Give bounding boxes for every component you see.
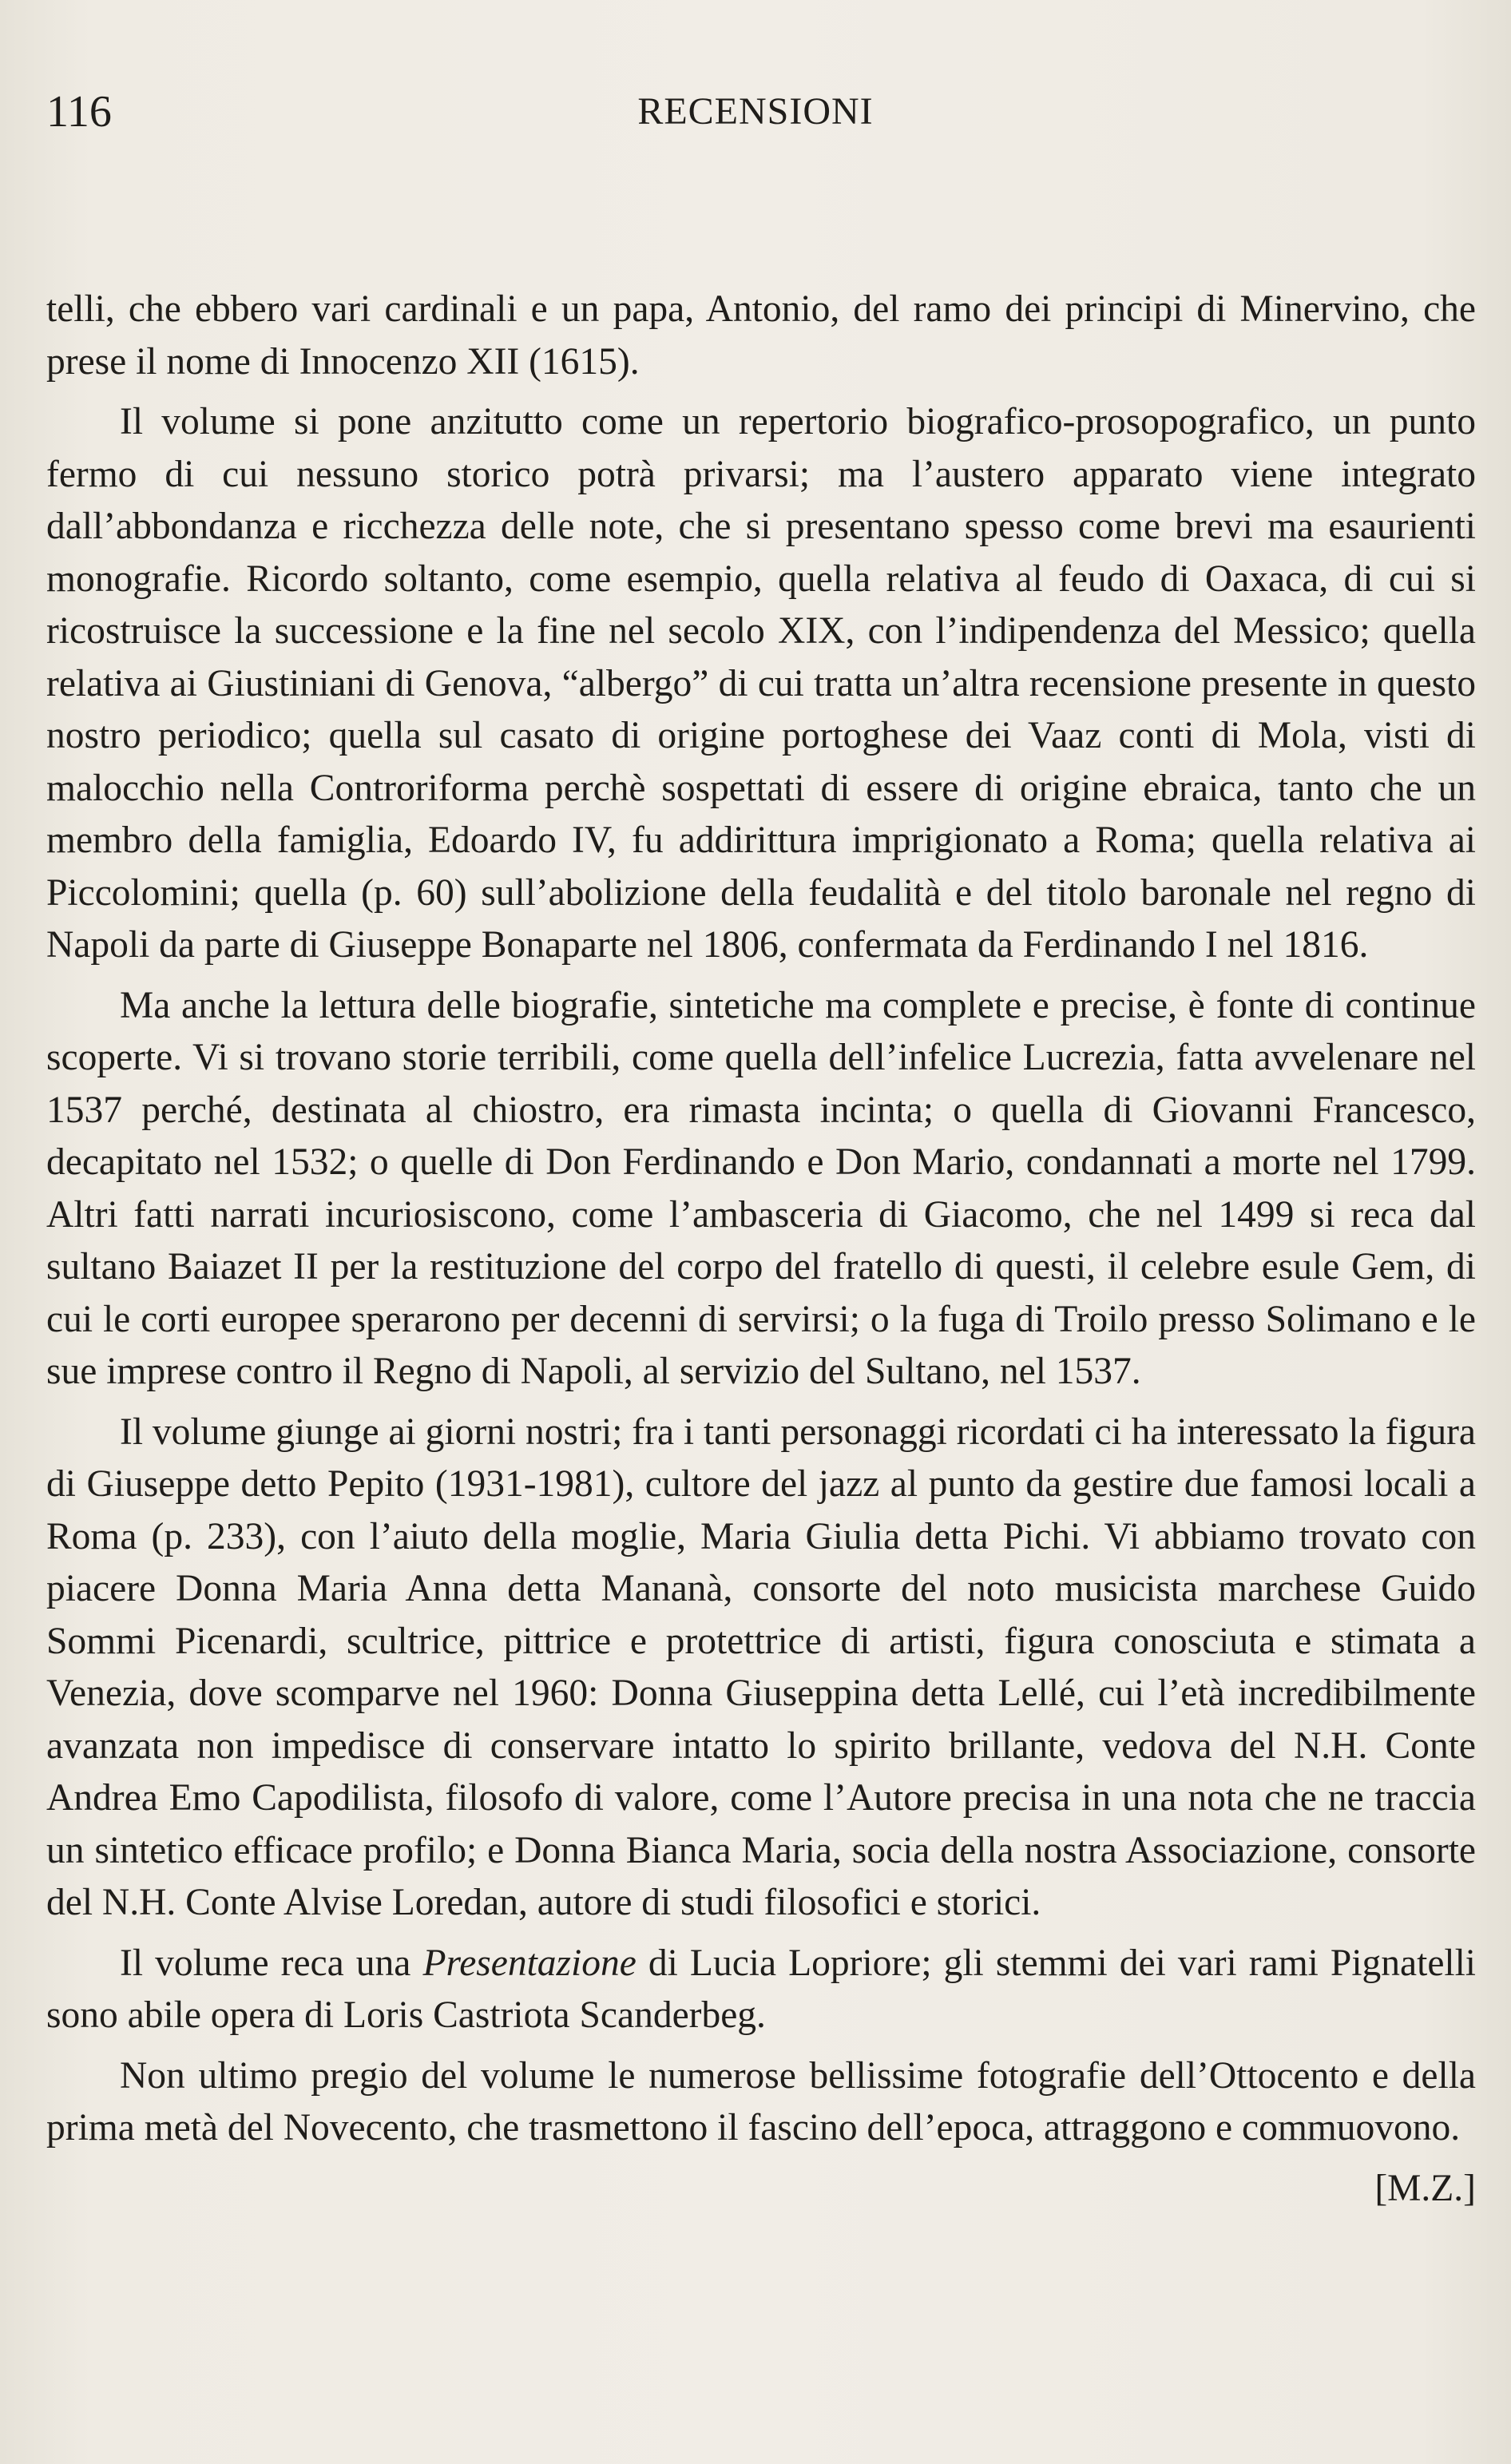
paragraph-presentazione bbox=[46, 1938, 1476, 2042]
page-header bbox=[0, 84, 1511, 140]
paragraph-continuation: telli, che ebbero vari cardinali e un papa, Antonio, del ramo dei principi di Minervino, che prese il nome di Innocenzo XII (1615). bbox=[46, 288, 1476, 383]
paragraph-giorni-nostri: Il volume giunge ai giorni nostri; fra i tanti personaggi ricordati ci ha interessato la figura di Giuseppe detto Pepito (1931-1981), cultore del jazz al punto da gestire due famosi locali a Roma (p. 233), con l’aiuto della moglie, Maria Giulia detta Pichi. Vi abbiamo trovato con piacere Donna Maria Anna detta Mananà, consorte del noto musicista marchese Guido Sommi Picenardi, scultrice, pittrice e protettrice di artisti, figura conosciuta e stimata a Venezia, dove scomparve nel 1960: Donna Giuseppina detta Lellé, cui l’età incredibilmente avanzata non impedisce di conservare intatto lo spirito brillante, vedova del N.H. Conte Andrea Emo Capodilista, filosofo di valore, come l’Autore precisa in una nota che ne traccia un sintetico efficace profilo; e Donna Bianca Maria, socia della nostra Associazione, consorte del N.H. Conte Alvise Loredan, autore di studi filosofici e storici. bbox=[46, 1411, 1476, 1923]
paragraph-fotografie: Non ultimo pregio del volume le numerose bellissime fotografie dell’Ottocento e della prima metà del Novecento, che trasmettono il fascino dell’epoca, attraggono e commuovono. bbox=[46, 2054, 1476, 2149]
review-body bbox=[46, 284, 1476, 2215]
running-head: RECENSIONI bbox=[637, 90, 874, 133]
presentation-title: Presentazione bbox=[422, 1942, 637, 1984]
paragraph-repertorio: Il volume si pone anzitutto come un repertorio biografico-prosopografico, un punto fermo di cui nessuno storico potrà privarsi; ma l’austero apparato viene integrato dall’abbondanza e ricchezza delle note, che si presentano spesso come brevi ma esaurienti monografie. Ricordo soltanto, come esempio, quella relativa al feudo di Oaxaca, di cui si ricostruisce la successione e la fine nel secolo XIX, con l’indipendenza del Messico; quella relativa ai Giustiniani di Genova, “albergo” di cui tratta un’altra recensione presente in questo nostro periodico; quella sul casato di origine portoghese dei Vaaz conti di Mola, visti di malocchio nella Controriforma perchè sospettati di essere di origine ebraica, tanto che un membro della famiglia, Edoardo IV, fu addirittura imprigionato a Roma; quella relativa ai Piccolomini; quella (p. 60) sull’abolizione della feudalità e del titolo baronale nel regno di Napoli da parte di Giuseppe Bonaparte nel 1806, confermata da Ferdinando I nel 1816. bbox=[46, 401, 1476, 966]
presentation-before: Il volume reca una bbox=[120, 1942, 423, 1984]
reviewer-signature: [M.Z.] bbox=[1374, 2167, 1476, 2209]
presentation-after: di Lucia Lopriore; gli stemmi dei vari rami Pignatelli sono abile opera di Loris Castriota Scanderbeg. bbox=[46, 1942, 1476, 2036]
page-number: 116 bbox=[46, 87, 112, 137]
paragraph-biografie: Ma anche la lettura delle biografie, sintetiche ma complete e precise, è fonte di continue scoperte. Vi si trovano storie terribili, come quella dell’infelice Lucrezia, fatta avvelenare nel 1537 perché, destinata al chiostro, era rimasta incinta; o quella di Giovanni Francesco, decapitato nel 1532; o quelle di Don Ferdinando e Don Mario, condannati a morte nel 1799. Altri fatti narrati incuriosiscono, come l’ambasceria di Giacomo, che nel 1499 si reca dal sultano Baiazet II per la restituzione del corpo del fratello di questi, il celebre esule Gem, di cui le corti europee sperarono per decenni di servirsi; o la fuga di Troilo presso Solimano e le sue imprese contro il Regno di Napoli, al servizio del Sultano, nel 1537. bbox=[46, 984, 1476, 1392]
